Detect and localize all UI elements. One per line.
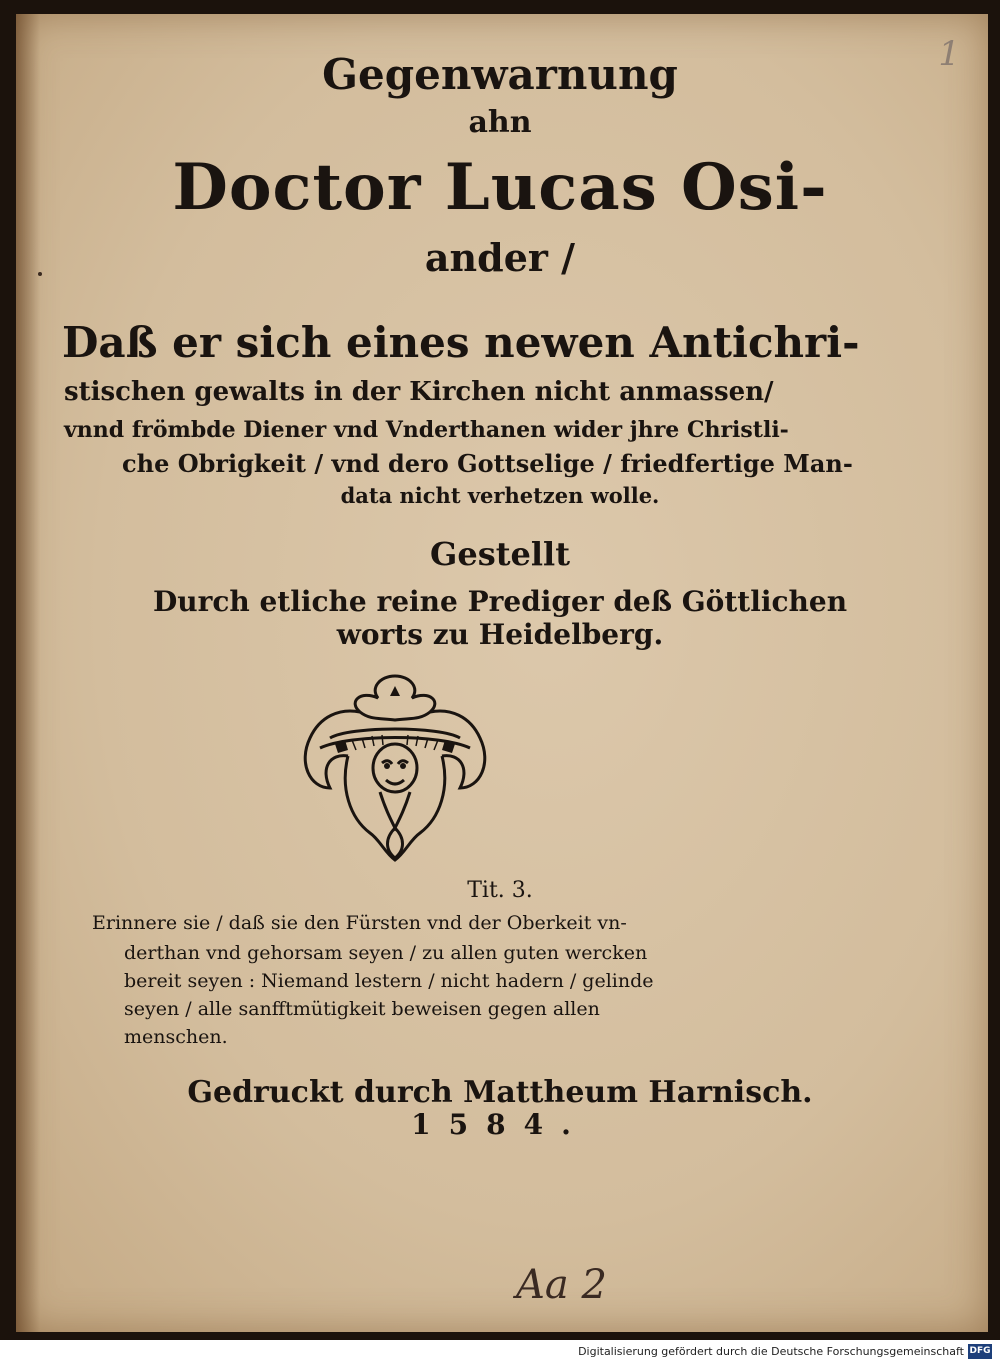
title-line-2: ahn	[468, 105, 532, 140]
imprint-year: 1584.	[411, 1108, 589, 1141]
quote-line-1: Erinnere sie / daß sie den Fürsten vnd der Oberkeit vn-	[92, 912, 627, 934]
quote-line-5: menschen.	[124, 1026, 228, 1048]
imprint-printer: Gedruckt durch Mattheum Harnisch.	[187, 1075, 813, 1110]
printers-ornament-icon	[290, 668, 500, 868]
title-line-4: ander /	[424, 235, 576, 280]
body-line-2: stischen gewalts in der Kirchen nicht anmassen/	[64, 377, 774, 407]
body-line-1: Daß er sich eines newen Antichri-	[62, 318, 860, 367]
body-line-3: vnnd frömbde Diener vnd Vnderthanen wider jhre Christli-	[64, 417, 789, 443]
author-line-2: Durch etliche reine Prediger deß Göttlichen	[152, 585, 848, 618]
body-line-4: che Obrigkeit / vnd dero Gottselige / friedfertige Man-	[122, 449, 853, 478]
author-line-1: Gestellt	[430, 535, 570, 573]
digitization-footer	[0, 1340, 1000, 1364]
body-line-5: data nicht verhetzen wolle.	[340, 483, 660, 508]
quote-line-3: bereit seyen : Niemand lestern / nicht hadern / gelinde	[124, 970, 654, 992]
author-line-3: worts zu Heidelberg.	[336, 618, 664, 651]
title-line-3: Doctor Lucas Osi-	[172, 150, 828, 225]
handwritten-page-number: 1	[938, 34, 960, 74]
scripture-reference: Tit. 3.	[467, 878, 533, 903]
title-line-1: Gegenwarnung	[322, 50, 678, 99]
footer-credit: Digitalisierung gefördert durch die Deutsche Forschungsgemeinschaft	[578, 1345, 964, 1358]
dfg-logo-icon: DFG	[968, 1344, 992, 1359]
quote-line-2: derthan vnd gehorsam seyen / zu allen guten wercken	[124, 942, 648, 964]
quote-line-4: seyen / alle sanfftmütigkeit beweisen gegen allen	[124, 998, 600, 1020]
handwritten-shelfmark: Aa 2	[516, 1262, 607, 1308]
